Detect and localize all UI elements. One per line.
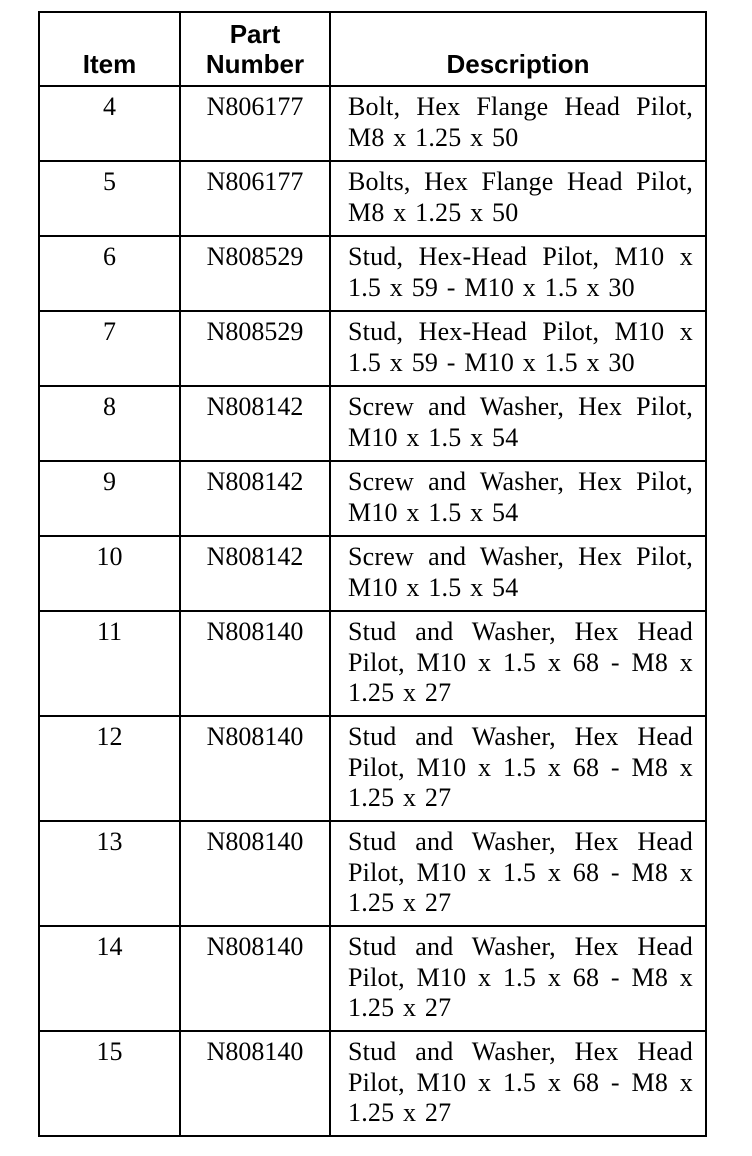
- part-number-cell: N808140: [180, 611, 330, 716]
- item-cell: 15: [39, 1031, 180, 1136]
- table-row: [39, 161, 706, 236]
- description-cell: Bolt, Hex Flange Head Pilot, M8 x 1.25 x 50: [330, 86, 706, 161]
- part-number-cell: N808529: [180, 311, 330, 386]
- item-cell: 14: [39, 926, 180, 1031]
- parts-table: [38, 11, 707, 1137]
- part-number-cell: N808529: [180, 236, 330, 311]
- item-cell: 8: [39, 386, 180, 461]
- header-part-number-line1: Part: [229, 19, 281, 49]
- table-body: [39, 86, 706, 1136]
- description-cell: Stud, Hex-Head Pilot, M10 x 1.5 x 59 - M10 x 1.5 x 30: [330, 236, 706, 311]
- part-number-cell: N808142: [180, 386, 330, 461]
- table-header: [39, 12, 706, 86]
- part-number-cell: N808140: [180, 926, 330, 1031]
- part-number-cell: N808140: [180, 716, 330, 821]
- description-cell: Stud and Washer, Hex Head Pilot, M10 x 1.5 x 68 - M8 x 1.25 x 27: [330, 716, 706, 821]
- description-cell: Screw and Washer, Hex Pilot, M10 x 1.5 x 54: [330, 386, 706, 461]
- table-row: [39, 386, 706, 461]
- item-cell: 11: [39, 611, 180, 716]
- description-cell: Stud and Washer, Hex Head Pilot, M10 x 1.5 x 68 - M8 x 1.25 x 27: [330, 821, 706, 926]
- item-cell: 4: [39, 86, 180, 161]
- description-cell: Stud and Washer, Hex Head Pilot, M10 x 1.5 x 68 - M8 x 1.25 x 27: [330, 926, 706, 1031]
- item-cell: 6: [39, 236, 180, 311]
- part-number-cell: N808140: [180, 1031, 330, 1136]
- part-number-cell: N806177: [180, 161, 330, 236]
- part-number-cell: N808142: [180, 536, 330, 611]
- table-row: [39, 461, 706, 536]
- table-row: [39, 821, 706, 926]
- description-cell: Screw and Washer, Hex Pilot, M10 x 1.5 x 54: [330, 461, 706, 536]
- table-row: [39, 1031, 706, 1136]
- table-row: [39, 716, 706, 821]
- table-row: [39, 536, 706, 611]
- table-row: [39, 86, 706, 161]
- part-number-cell: N808142: [180, 461, 330, 536]
- header-description: Description: [330, 12, 706, 86]
- part-number-cell: N806177: [180, 86, 330, 161]
- header-row: [39, 12, 706, 86]
- item-cell: 7: [39, 311, 180, 386]
- table-row: [39, 311, 706, 386]
- description-cell: Bolts, Hex Flange Head Pilot, M8 x 1.25 x 50: [330, 161, 706, 236]
- table-row: [39, 236, 706, 311]
- header-part-number: [180, 12, 330, 86]
- item-cell: 9: [39, 461, 180, 536]
- item-cell: 5: [39, 161, 180, 236]
- description-cell: Screw and Washer, Hex Pilot, M10 x 1.5 x 54: [330, 536, 706, 611]
- item-cell: 12: [39, 716, 180, 821]
- description-cell: Stud, Hex-Head Pilot, M10 x 1.5 x 59 - M10 x 1.5 x 30: [330, 311, 706, 386]
- header-part-number-line2: Number: [205, 49, 305, 79]
- table-row: [39, 611, 706, 716]
- header-item: Item: [39, 12, 180, 86]
- table-row: [39, 926, 706, 1031]
- description-cell: Stud and Washer, Hex Head Pilot, M10 x 1.5 x 68 - M8 x 1.25 x 27: [330, 611, 706, 716]
- item-cell: 10: [39, 536, 180, 611]
- description-cell: Stud and Washer, Hex Head Pilot, M10 x 1.5 x 68 - M8 x 1.25 x 27: [330, 1031, 706, 1136]
- item-cell: 13: [39, 821, 180, 926]
- part-number-cell: N808140: [180, 821, 330, 926]
